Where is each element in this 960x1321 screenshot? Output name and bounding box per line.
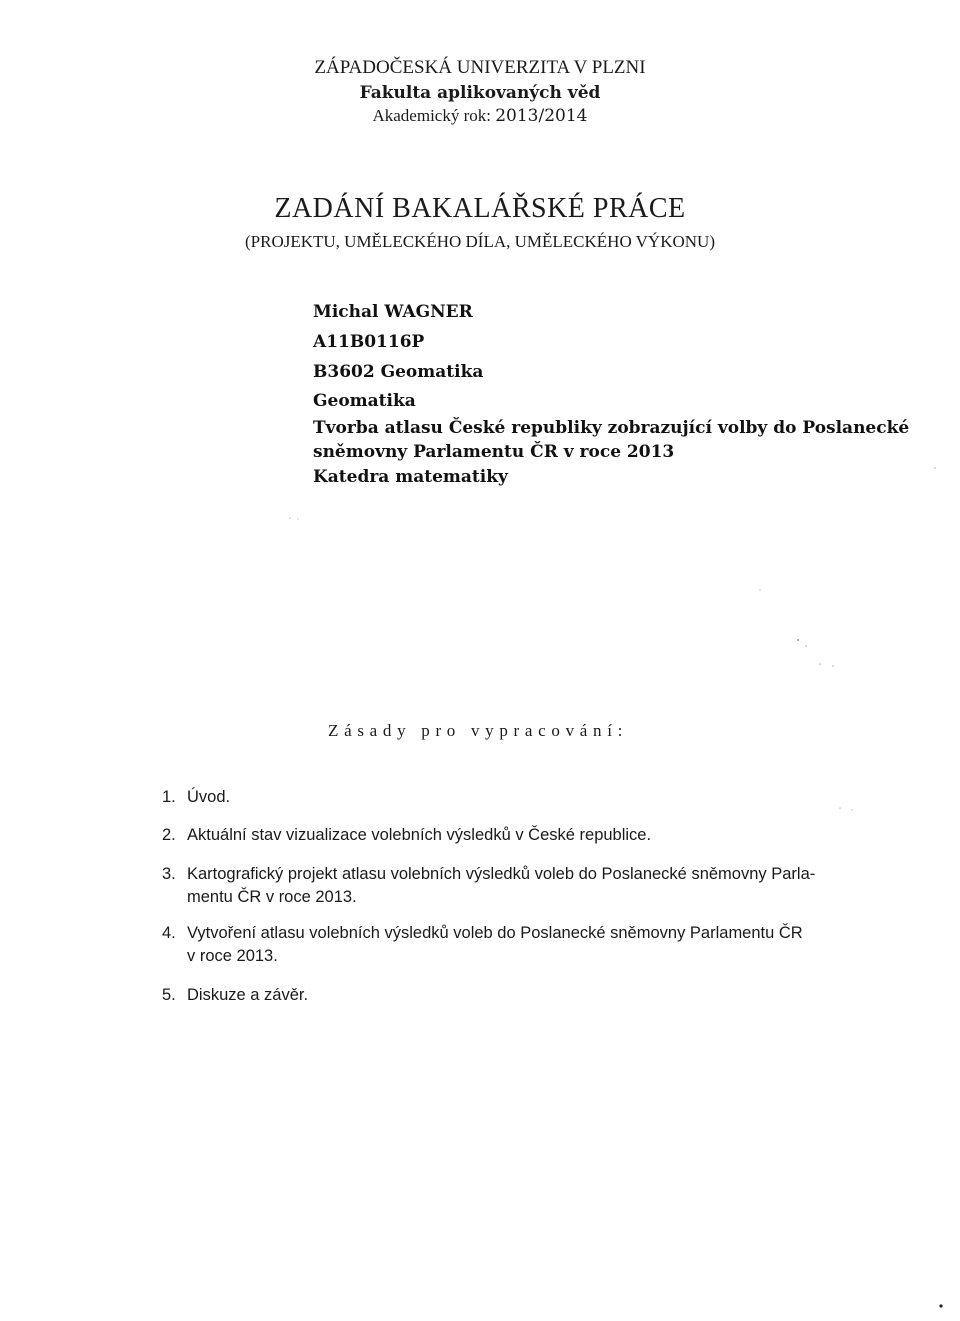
topic-value: Tvorba atlasu České republiky zobrazující volby do Poslanecké xyxy=(313,418,910,438)
academic-year xyxy=(0,106,960,126)
study-program-value: B3602 Geomatika xyxy=(313,362,484,382)
scan-speck xyxy=(297,518,298,519)
academic-year-value: 2013/2014 xyxy=(495,106,588,126)
document-title: ZADÁNÍ BAKALÁŘSKÉ PRÁCE xyxy=(274,193,686,224)
guideline-text-continuation: mentu ČR v roce 2013. xyxy=(187,888,357,906)
document-subtitle: (PROJEKTU, UMĚLECKÉHO DÍLA, UMĚLECKÉHO VÝKONU) xyxy=(245,232,715,251)
scan-speck xyxy=(839,807,841,809)
personal-number-value: A11B0116P xyxy=(313,332,425,352)
guidelines-heading: Zásady pro vypracování: xyxy=(328,721,629,740)
guideline-number: 4. xyxy=(162,924,176,942)
guideline-item xyxy=(162,786,230,809)
guideline-text: Vytvoření atlasu volebních výsledků voleb do Poslanecké sněmovny Parlamentu ČR xyxy=(187,924,803,942)
academic-year-label: Akademický rok: xyxy=(372,106,491,125)
guideline-item xyxy=(162,824,651,847)
scan-speck xyxy=(797,639,799,641)
department-value: Katedra matematiky xyxy=(313,467,508,487)
guideline-item xyxy=(162,984,308,1007)
guideline-text-continuation: v roce 2013. xyxy=(187,947,278,965)
guideline-number: 3. xyxy=(162,865,176,883)
faculty-name: Fakulta aplikovaných věd xyxy=(359,83,601,103)
scan-speck xyxy=(819,663,821,665)
guideline-number: 2. xyxy=(162,826,176,844)
guideline-number: 1. xyxy=(162,788,176,806)
scan-speck xyxy=(805,645,807,647)
scan-speck xyxy=(832,665,834,667)
guideline-number: 5. xyxy=(162,986,176,1004)
guideline-text: Aktuální stav vizualizace volebních výsledků v České republice. xyxy=(187,826,652,844)
scan-speck xyxy=(934,467,936,469)
study-field-value: Geomatika xyxy=(313,391,416,411)
scan-speck xyxy=(759,589,760,590)
name-value: Michal WAGNER xyxy=(313,302,473,322)
scan-speck xyxy=(939,1304,942,1307)
guideline-item xyxy=(162,863,815,909)
topic-value-continuation: sněmovny Parlamentu ČR v roce 2013 xyxy=(313,442,675,462)
scan-speck xyxy=(851,809,852,810)
university-name: ZÁPADOČESKÁ UNIVERZITA V PLZNI xyxy=(314,57,646,78)
guideline-text: Kartografický projekt atlasu volebních výsledků voleb do Poslanecké sněmovny Parla- xyxy=(187,865,816,883)
guideline-text: Úvod. xyxy=(187,788,231,806)
guideline-item xyxy=(162,922,803,968)
guideline-text: Diskuze a závěr. xyxy=(187,986,309,1004)
scan-speck xyxy=(289,517,290,518)
